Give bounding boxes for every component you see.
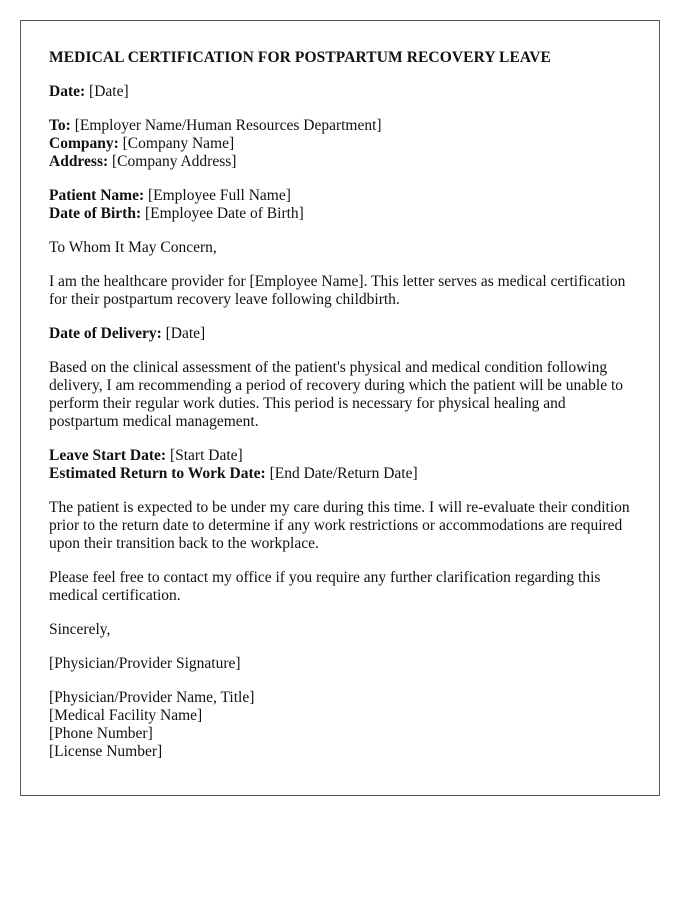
date-line xyxy=(49,83,631,101)
provider-name: [Physician/Provider Name, Title] xyxy=(49,689,255,706)
intro-paragraph: I am the healthcare provider for [Employee Name]. This letter serves as medical certification for their postpartum recovery leave following childbirth. xyxy=(49,273,626,308)
leave-start-value: [Start Date] xyxy=(166,447,243,464)
return-label: Estimated Return to Work Date: xyxy=(49,465,266,482)
to-label: To: xyxy=(49,117,71,134)
return-line xyxy=(49,465,631,483)
provider-block xyxy=(49,689,631,761)
dob-label: Date of Birth: xyxy=(49,205,142,222)
provider-phone: [Phone Number] xyxy=(49,725,153,742)
delivery-value: [Date] xyxy=(161,325,206,342)
document-title: MEDICAL CERTIFICATION FOR POSTPARTUM RECOVERY LEAVE xyxy=(49,49,551,66)
contact-paragraph: Please feel free to contact my office if you require any further clarification regarding this medical certification. xyxy=(49,569,601,604)
return-value: [End Date/Return Date] xyxy=(265,465,418,482)
provider-license: [License Number] xyxy=(49,743,163,760)
to-value: [Employer Name/Human Resources Department] xyxy=(70,117,382,134)
company-label: Company: xyxy=(49,135,119,152)
salutation: To Whom It May Concern, xyxy=(49,239,217,256)
company-value: [Company Name] xyxy=(118,135,235,152)
dob-line xyxy=(49,205,631,223)
signature-placeholder: [Physician/Provider Signature] xyxy=(49,655,241,672)
closing: Sincerely, xyxy=(49,621,111,638)
patient-name-line xyxy=(49,187,631,205)
leave-start-label: Leave Start Date: xyxy=(49,447,167,464)
dob-value: [Employee Date of Birth] xyxy=(141,205,304,222)
to-line xyxy=(49,117,631,135)
leave-block xyxy=(49,447,631,483)
delivery-line xyxy=(49,325,631,343)
date-label: Date: xyxy=(49,83,86,100)
provider-facility: [Medical Facility Name] xyxy=(49,707,203,724)
address-line xyxy=(49,153,631,171)
recipient-block xyxy=(49,117,631,171)
assessment-paragraph: Based on the clinical assessment of the patient's physical and medical condition following delivery, I am recommending a period of recovery during which the patient will be unable to perform their regular work duties. This period is necessary for physical healing and postpartum medical management. xyxy=(49,359,624,430)
delivery-label: Date of Delivery: xyxy=(49,325,162,342)
care-paragraph: The patient is expected to be under my care during this time. I will re-evaluate their condition prior to the return date to determine if any work restrictions or accommodations are required upon their transition back to the workplace. xyxy=(49,499,630,552)
address-value: [Company Address] xyxy=(108,153,237,170)
company-line xyxy=(49,135,631,153)
date-value: [Date] xyxy=(85,83,129,100)
leave-start-line xyxy=(49,447,631,465)
patient-name-label: Patient Name: xyxy=(49,187,145,204)
patient-block xyxy=(49,187,631,223)
letter-page xyxy=(20,20,660,796)
address-label: Address: xyxy=(49,153,109,170)
patient-name-value: [Employee Full Name] xyxy=(144,187,291,204)
